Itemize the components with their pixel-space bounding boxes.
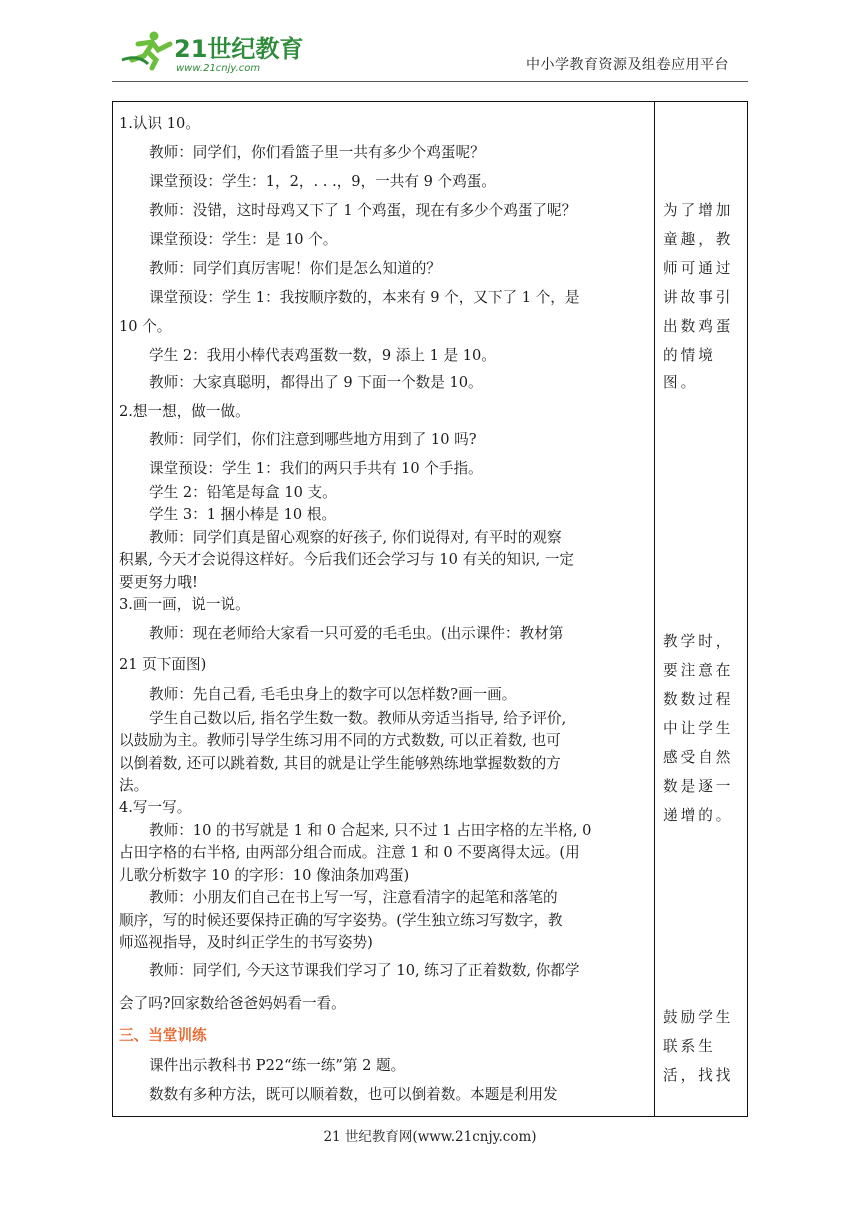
lesson-table (112, 101, 748, 1117)
text-line: 以倒着数, 还可以跳着数, 其目的就是让学生能够熟练地掌握数数的方 (119, 755, 561, 772)
side-note-line: 的情境 (663, 347, 716, 364)
text-line: 会了吗?回家数给爸爸妈妈看一看。 (119, 995, 346, 1012)
text-line: 积累, 今天才会说得这样好。今后我们还会学习与 10 有关的知识, 一定 (119, 551, 575, 568)
text-line: 课堂预设：学生：1，2，. . .，9，一共有 9 个鸡蛋。 (149, 173, 496, 190)
text-line: 学生 2：我用小棒代表鸡蛋数一数，9 添上 1 是 10。 (149, 347, 496, 364)
side-note-line: 要注意在 (663, 662, 734, 679)
text-line: 教师：大家真聪明，都得出了 9 下面一个数是 10。 (149, 374, 483, 391)
text-line: 学生自己数以后, 指名学生数一数。教师从旁适当指导, 给予评价, (149, 710, 567, 727)
logo-text: 21世纪教育 (174, 35, 304, 63)
side-note-line: 出数鸡蛋 (663, 318, 734, 335)
side-note-line: 活，找找 (663, 1067, 734, 1084)
side-note-line: 讲故事引 (663, 289, 734, 306)
text-line: 课堂预设：学生 1：我按顺序数的，本来有 9 个，又下了 1 个，是 (149, 289, 580, 306)
text-line: 教师：同学们真厉害呢！你们是怎么知道的？ (149, 260, 441, 277)
text-line: 学生 2：铅笔是每盒 10 支。 (149, 484, 337, 501)
text-line: 师巡视指导，及时纠正学生的书写姿势) (119, 934, 373, 951)
text-line: 21 页下面图) (119, 656, 207, 673)
column-divider (654, 102, 655, 1116)
text-line: 教师：同学们, 今天这节课我们学习了 10, 练习了正着数数, 你都学 (149, 962, 580, 979)
text-line: 教师：同学们，你们注意到哪些地方用到了 10 吗? (149, 431, 477, 448)
logo-url: www.21cnjy.com (176, 63, 261, 74)
text-line: 教师：同学们真是留心观察的好孩子, 你们说得对, 有平时的观察 (149, 529, 562, 546)
text-line: 教师：同学们，你们看篮子里一共有多少个鸡蛋呢？ (149, 144, 485, 161)
text-line: 数数有多种方法，既可以顺着数，也可以倒着数。本题是利用发 (149, 1086, 558, 1103)
side-note-line: 图。 (663, 374, 699, 391)
section-heading: 3.画一画，说一说。 (119, 596, 250, 613)
platform-title: 中小学教育资源及组卷应用平台 (526, 57, 729, 73)
side-note-line: 数是逐一 (663, 778, 734, 795)
text-line: 学生 3：1 捆小棒是 10 根。 (149, 506, 337, 523)
runner-logo-icon (118, 30, 304, 74)
side-note-line: 童趣，教 (663, 231, 734, 248)
side-note-line: 鼓励学生 (663, 1009, 734, 1026)
section-heading: 2.想一想，做一做。 (119, 403, 250, 420)
text-line: 课件出示教科书 P22“练一练”第 2 题。 (149, 1057, 406, 1074)
section-heading-training: 三、当堂训练 (119, 1027, 207, 1044)
text-line: 教师：没错，这时母鸡又下了 1 个鸡蛋，现在有多少个鸡蛋了呢？ (149, 202, 577, 219)
side-note-line: 中让学生 (663, 720, 734, 737)
header-rule (112, 81, 748, 82)
side-note-line: 感受自然 (663, 749, 734, 766)
site-logo[interactable] (118, 30, 304, 74)
text-line: 课堂预设：学生 1：我们的两只手共有 10 个手指。 (149, 460, 483, 477)
section-heading: 1.认识 10。 (119, 115, 200, 132)
side-note-line: 教学时， (663, 633, 734, 650)
text-line: 课堂预设：学生：是 10 个。 (149, 231, 338, 248)
text-line: 教师：10 的书写就是 1 和 0 合起来, 只不过 1 占田字格的左半格, 0 (149, 822, 592, 839)
text-line: 教师：现在老师给大家看一只可爱的毛毛虫。(出示课件：教材第 (149, 625, 564, 642)
side-note-line: 递增的。 (663, 807, 734, 824)
text-line: 占田字格的右半格, 由两部分组合而成。注意 1 和 0 不要离得太远。(用 (119, 844, 580, 861)
text-line: 要更努力哦! (119, 574, 198, 591)
text-line: 法。 (119, 777, 149, 794)
side-note-line: 数数过程 (663, 691, 734, 708)
text-line: 顺序，写的时候还要保持正确的写字姿势。(学生独立练习写数字，教 (119, 912, 563, 929)
side-note-line: 为了增加 (663, 202, 734, 219)
page-header (0, 0, 860, 100)
text-line: 以鼓励为主。教师引导学生练习用不同的方式数数, 可以正着数, 也可 (119, 732, 561, 749)
page-footer: 21 世纪教育网(www.21cnjy.com) (323, 1129, 537, 1145)
side-note-line: 师可通过 (663, 260, 734, 277)
side-note-line: 联系生 (663, 1038, 716, 1055)
text-line: 儿歌分析数字 10 的字形：10 像油条加鸡蛋) (119, 867, 410, 884)
text-line: 10 个。 (119, 318, 172, 335)
text-line: 教师：先自己看, 毛毛虫身上的数字可以怎样数?画一画。 (149, 686, 517, 703)
section-heading: 4.写一写。 (119, 799, 192, 816)
text-line: 教师：小朋友们自己在书上写一写，注意看清字的起笔和落笔的 (149, 889, 558, 906)
